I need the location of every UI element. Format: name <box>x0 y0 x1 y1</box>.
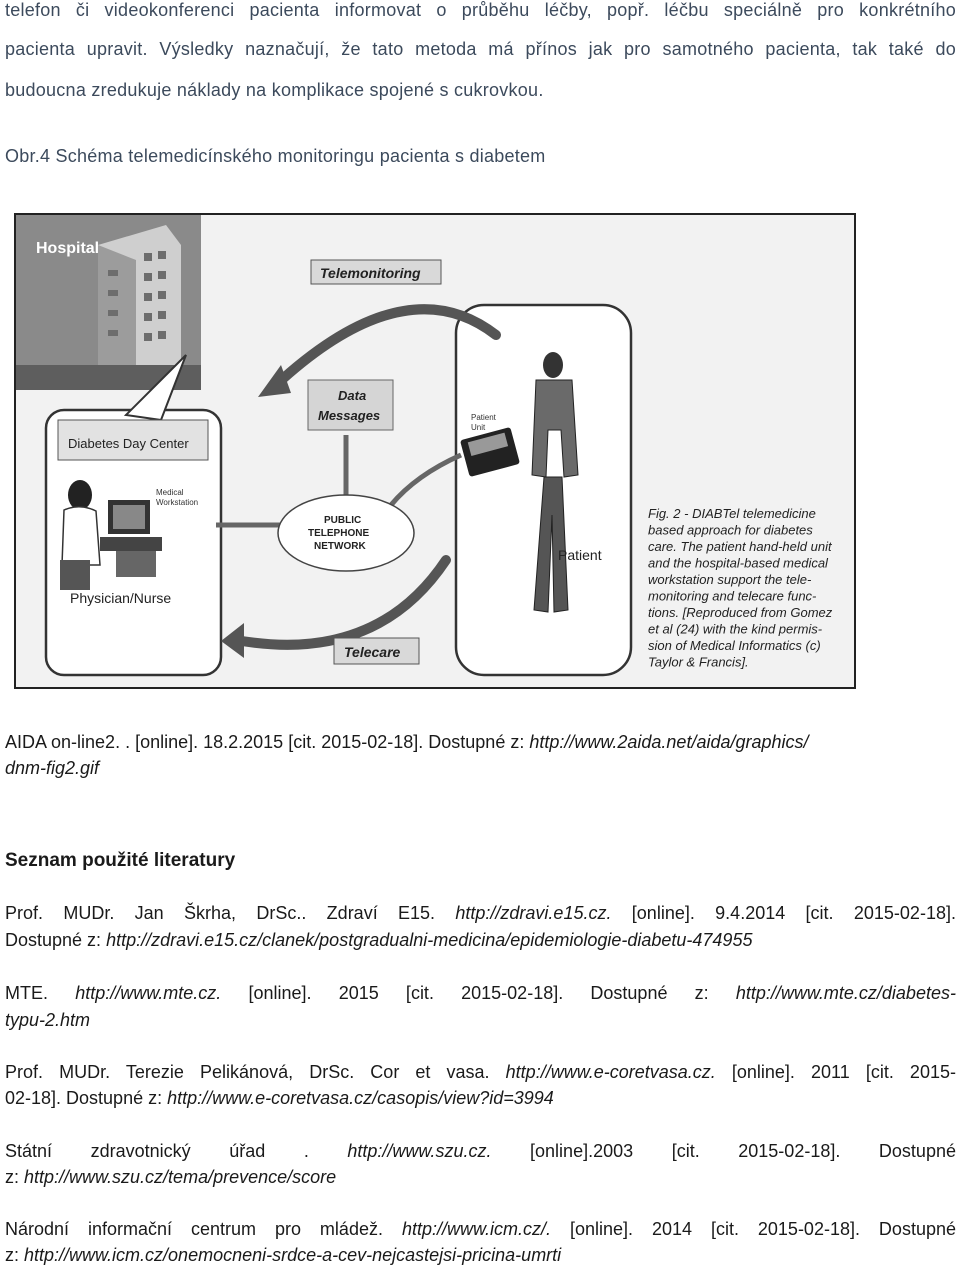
intro-line-1: telefon či videokonferenci pacienta informovat o průběhu léčby, popř. léčbu speciálně pro konkrétního <box>5 0 956 20</box>
reference-5-date: [online]. 2014 [cit. 2015-02-18]. Dostupné <box>569 1219 956 1239</box>
reference-5-site-link[interactable]: http://www.icm.cz/. <box>401 1219 551 1239</box>
reference-2 <box>5 983 956 1004</box>
reference-4-cont <box>5 1167 956 1188</box>
intro-line-3: budoucna zredukuje náklady na komplikace spojené s cukrovkou. <box>5 80 544 100</box>
reference-1-author: Prof. MUDr. Jan Škrha, DrSc.. Zdraví E15. <box>5 903 436 923</box>
hospital-building-image <box>16 215 201 390</box>
telecare-label: Telecare <box>344 644 401 660</box>
reference-4-site-link[interactable]: http://www.szu.cz. <box>347 1141 492 1161</box>
reference-4-available: z: <box>5 1167 25 1187</box>
reference-5-url-link[interactable]: http://www.icm.cz/onemocneni-srdce-a-cev-nejcastejsi-pricina-umrti <box>24 1245 562 1265</box>
medical-workstation-label-2: Workstation <box>156 498 199 507</box>
hospital-label: Hospital <box>36 240 100 257</box>
figure-note-line: workstation support the tele- <box>648 572 812 587</box>
figure-note <box>648 506 833 670</box>
physician-nurse-label: Physician/Nurse <box>70 590 172 606</box>
reference-2-author: MTE. <box>5 983 48 1003</box>
reference-5-cont <box>5 1245 956 1266</box>
figure-note-line: and the hospital-based medical <box>648 555 828 571</box>
reference-1-url-link[interactable]: http://zdravi.e15.cz/clanek/postgradualni-medicina/epidemiologie-diabetu-474955 <box>106 930 753 950</box>
reference-4-author: Státní zdravotnický úřad . <box>5 1141 309 1161</box>
figure-note-line: monitoring and telecare func- <box>648 588 817 604</box>
reference-4-date: [online].2003 [cit. 2015-02-18]. Dostupné <box>530 1141 956 1161</box>
reference-1 <box>5 903 956 924</box>
telemedicine-diagram <box>14 213 856 689</box>
reference-3-cont <box>5 1088 956 1109</box>
telemonitoring-label: Telemonitoring <box>320 265 421 281</box>
reference-3 <box>5 1062 956 1083</box>
data-messages-label-2: Messages <box>318 408 381 423</box>
reference-3-site-link[interactable]: http://www.e-coretvasa.cz. <box>505 1062 716 1082</box>
reference-5 <box>5 1219 956 1240</box>
figure-source <box>5 732 956 753</box>
reference-1-site-link[interactable]: http://zdravi.e15.cz. <box>455 903 612 923</box>
reference-3-date: [online]. 2011 [cit. 2015- <box>731 1062 956 1082</box>
reference-2-date: [online]. 2015 [cit. 2015-02-18]. Dostupné z: <box>248 983 709 1003</box>
diabetes-day-center-label: Diabetes Day Center <box>68 436 189 451</box>
figure-note-line: based approach for diabetes <box>648 522 813 538</box>
reference-3-author: Prof. MUDr. Terezie Pelikánová, DrSc. Cor et vasa. <box>5 1062 490 1082</box>
figure-source-link[interactable]: http://www.2aida.net/aida/graphics/ <box>529 732 809 752</box>
reference-1-cont <box>5 930 956 951</box>
reference-2-site-link[interactable]: http://www.mte.cz. <box>75 983 222 1003</box>
network-label-3: NETWORK <box>314 541 366 552</box>
reference-2-url-link-cont[interactable]: typu-2.htm <box>5 1010 91 1030</box>
figure-caption: Obr.4 Schéma telemedicínského monitoringu pacienta s diabetem <box>5 146 546 166</box>
figure-note-line: Fig. 2 - DIABTel telemedicine <box>648 506 816 521</box>
network-label-2: TELEPHONE <box>308 528 370 539</box>
patient-unit-label-1: Patient <box>471 413 496 422</box>
reference-5-author: Národní informační centrum pro mládež. <box>5 1219 383 1239</box>
network-label-1: PUBLIC <box>324 515 362 526</box>
reference-1-available: Dostupné z: <box>5 930 107 950</box>
reference-3-available: 02-18]. Dostupné z: <box>5 1088 168 1108</box>
reference-1-date: [online]. 9.4.2014 [cit. 2015-02-18]. <box>631 903 956 923</box>
reference-5-available: z: <box>5 1245 25 1265</box>
intro-line-2: pacienta upravit. Výsledky naznačují, že tato metoda má přínos jak pro samotného pacienta, tak také do <box>5 39 956 59</box>
reference-3-url-link[interactable]: http://www.e-coretvasa.cz/casopis/view?id=3994 <box>167 1088 554 1108</box>
patient-label: Patient <box>558 547 602 563</box>
figure-note-line: et al (24) with the kind permis- <box>648 621 823 637</box>
references-heading: Seznam použité literatury <box>5 850 236 871</box>
medical-workstation-label-1: Medical <box>156 488 184 497</box>
figure-note-line: tions. [Reproduced from Gomez <box>648 605 833 620</box>
figure-note-line: care. The patient hand-held unit <box>648 539 832 554</box>
reference-4-url-link[interactable]: http://www.szu.cz/tema/prevence/score <box>24 1167 337 1187</box>
figure-source-text: AIDA on-line2. . [online]. 18.2.2015 [cit. 2015-02-18]. Dostupné z: <box>5 732 530 752</box>
figure-note-line: Taylor & Francis]. <box>648 654 749 670</box>
figure-source-link-cont[interactable]: dnm-fig2.gif <box>5 758 100 778</box>
patient-unit-label-2: Unit <box>471 423 486 432</box>
data-messages-label-1: Data <box>338 388 367 403</box>
figure-note-line: sion of Medical Informatics (c) <box>648 638 821 653</box>
reference-4 <box>5 1141 956 1162</box>
reference-2-url-link[interactable]: http://www.mte.cz/diabetes- <box>735 983 956 1003</box>
